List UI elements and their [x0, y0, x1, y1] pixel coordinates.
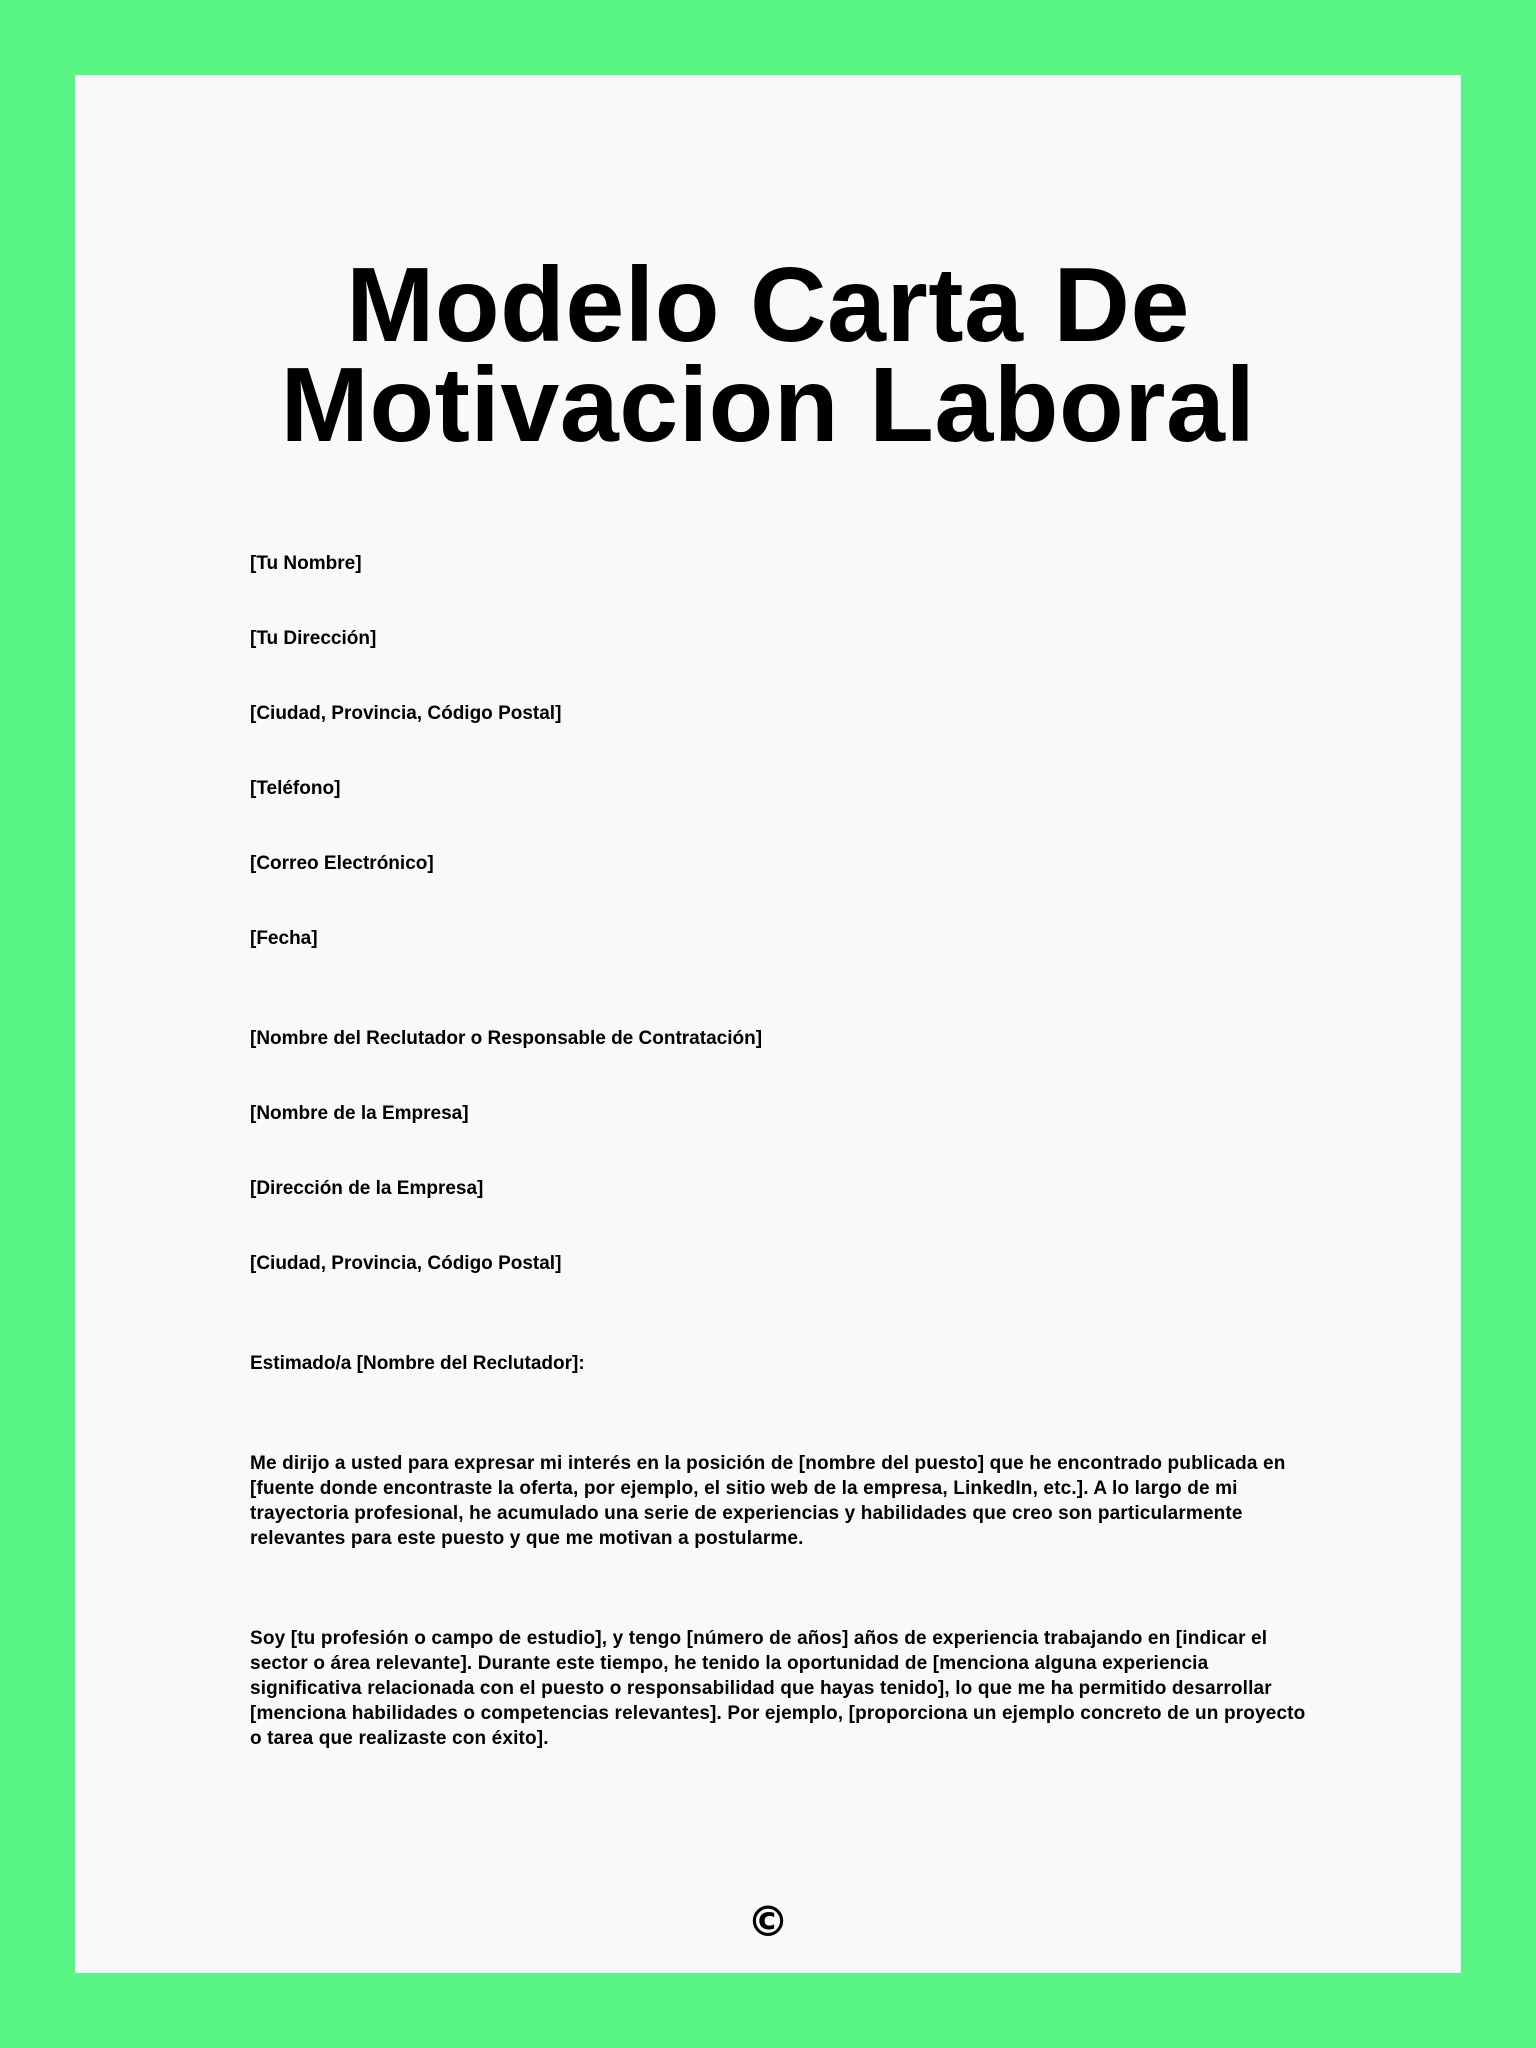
document-page — [75, 75, 1461, 1973]
sender-phone: [Teléfono] — [250, 778, 341, 799]
sender-address: [Tu Dirección] — [250, 628, 377, 649]
copyright-icon: © — [747, 1897, 789, 1946]
document-title: Modelo Carta De Motivacion Laboral — [280, 246, 1256, 464]
recipient-company: [Nombre de la Empresa] — [250, 1103, 469, 1124]
recipient-city: [Ciudad, Provincia, Código Postal] — [250, 1253, 562, 1274]
recipient-address: [Dirección de la Empresa] — [250, 1178, 484, 1199]
sender-name: [Tu Nombre] — [250, 553, 362, 574]
salutation: Estimado/a [Nombre del Reclutador]: — [250, 1353, 585, 1374]
sender-email: [Correo Electrónico] — [250, 853, 434, 874]
recipient-name: [Nombre del Reclutador o Responsable de Contratación] — [250, 1028, 763, 1049]
paragraph-2: Soy [tu profesión o campo de estudio], y tengo [número de años] años de experiencia trabajando en [indicar el sector o área relevante]. Durante este tiempo, he tenido la oportunidad de [menciona alguna experiencia significativa relacionada con el puesto o responsabilidad que hayas tenido], lo que me ha permitido desarrollar [menciona habilidades o competencias relevantes]. Por ejemplo, [proporciona un ejemplo concreto de un proyecto o tarea que realizaste con éxito]. — [250, 1628, 1306, 1749]
sender-city: [Ciudad, Provincia, Código Postal] — [250, 703, 562, 724]
paragraph-1: Me dirijo a usted para expresar mi interés en la posición de [nombre del puesto] que he encontrado publicada en [fuente donde encontraste la oferta, por ejemplo, el sitio web de la empresa, LinkedIn, etc.]. A lo largo de mi trayectoria profesional, he acumulado una serie de experiencias y habilidades que creo son particularmente relevantes para este puesto y que me motivan a postularme. — [250, 1453, 1286, 1549]
letter-date: [Fecha] — [250, 928, 318, 949]
